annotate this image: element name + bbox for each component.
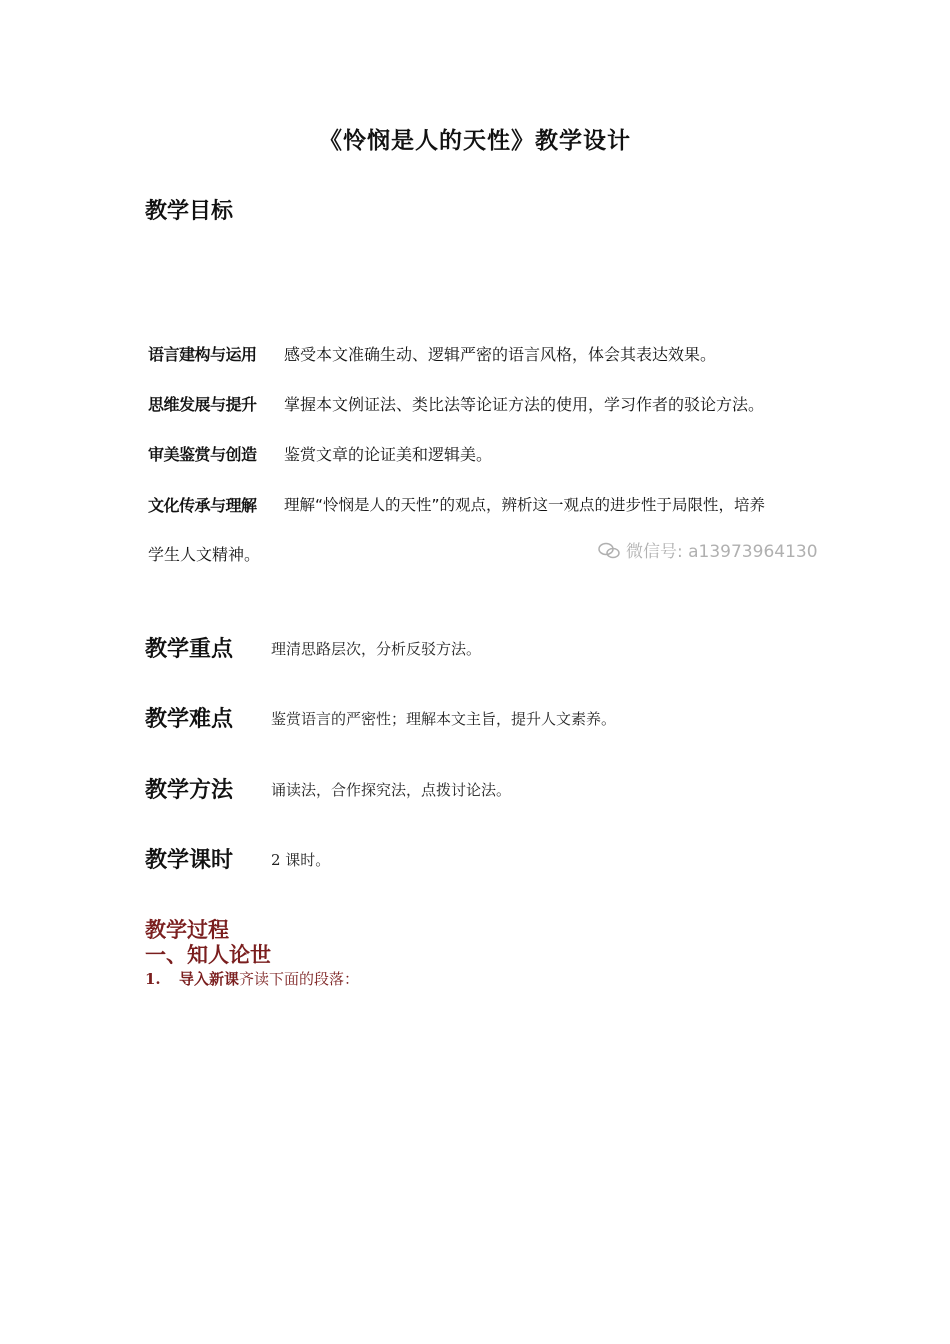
objective-text: 掌握本文例证法、类比法等论证方法的使用，学习作者的驳论方法。 <box>284 395 765 414</box>
section-heading-hours: 教学课时 <box>145 848 234 873</box>
objective-text: 感受本文准确生动、逻辑严密的语言风格，体会其表达效果。 <box>284 345 717 364</box>
objective-text: 鉴赏文章的论证美和逻辑美。 <box>284 445 493 464</box>
section-text-key-points: 理清思路层次，分析反驳方法。 <box>271 640 482 658</box>
item-lead: 导入新课 <box>179 970 240 988</box>
objective-text: 理解“怜悯是人的天性”的观点，辨析这一观点的进步性于局限性，培养 <box>284 496 766 514</box>
page-title: 《怜悯是人的天性》教学设计 <box>319 128 631 154</box>
objective-continuation: 学生人文精神。 <box>148 545 261 564</box>
objective-label: 审美鉴赏与创造 <box>148 445 257 464</box>
item-number: 1. <box>145 970 161 988</box>
section-heading-difficulties: 教学难点 <box>145 707 234 732</box>
section-heading-methods: 教学方法 <box>145 778 234 803</box>
wechat-icon <box>598 542 620 560</box>
objective-label: 文化传承与理解 <box>148 496 257 515</box>
process-heading: 教学过程 <box>145 917 229 942</box>
item-text: 齐读下面的段落： <box>239 970 360 988</box>
section-text-difficulties: 鉴赏语言的严密性；理解本文主旨，提升人文素养。 <box>271 710 617 728</box>
section-text-methods: 诵读法，合作探究法，点拨讨论法。 <box>271 781 512 799</box>
part1-heading: 一、知人论世 <box>145 942 271 967</box>
objective-label: 语言建构与运用 <box>148 345 257 364</box>
goals-heading: 教学目标 <box>145 199 234 224</box>
watermark <box>598 537 818 562</box>
section-heading-key-points: 教学重点 <box>145 637 234 662</box>
objective-label: 思维发展与提升 <box>148 395 257 414</box>
section-text-hours: 2 课时。 <box>271 851 331 869</box>
watermark-text: 微信号: a13973964130 <box>626 542 818 562</box>
list-item <box>145 968 359 989</box>
